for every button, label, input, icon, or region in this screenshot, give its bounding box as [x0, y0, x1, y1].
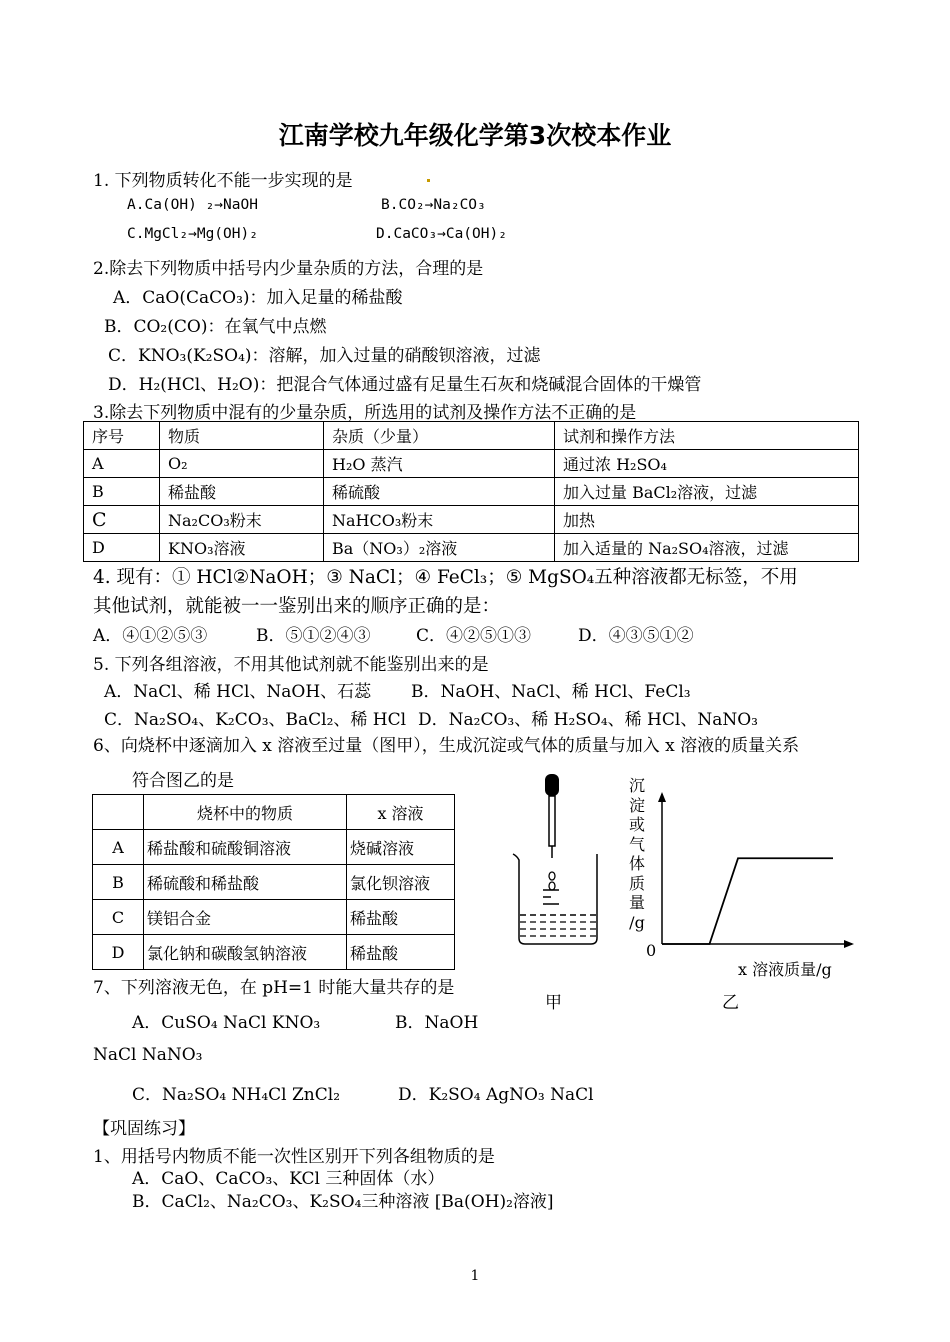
q7-option-a: A．CuSO₄ NaCl KNO₃	[132, 1013, 321, 1033]
chart-y-label-char: 沉	[628, 776, 645, 795]
table-cell: 稀盐酸	[347, 935, 455, 970]
chart-y-label-char: 量	[628, 893, 645, 912]
table-row	[93, 865, 455, 900]
chart-x-axis-arrow	[844, 940, 854, 948]
q1-option-b: B.CO₂→Na₂CO₃	[381, 197, 486, 213]
table-cell: 稀盐酸	[160, 478, 324, 506]
table-cell: O₂	[160, 450, 324, 478]
chart-y-label-char: 气	[628, 834, 645, 854]
chart-y-label-char: 或	[628, 815, 645, 834]
table-cell: 加入过量 BaCl₂溶液，过滤	[555, 478, 859, 506]
table-cell: 稀盐酸	[347, 900, 455, 935]
beaker-figure	[505, 770, 605, 950]
table-cell: 稀盐酸和硫酸铜溶液	[144, 830, 347, 865]
q7-option-b-continued: NaCl NaNO₃	[93, 1045, 203, 1065]
table-cell: 稀硫酸	[324, 478, 555, 506]
table-cell: 镁铝合金	[144, 900, 347, 935]
table-header-cell: 序号	[84, 422, 160, 450]
q5-option-a: A．NaCl、稀 HCl、NaOH、石蕊	[104, 682, 372, 702]
table-cell: 氯化钡溶液	[347, 865, 455, 900]
dropper-icon	[545, 774, 559, 858]
q5-stem: 5. 下列各组溶液，不用其他试剂就不能鉴别出来的是	[93, 655, 489, 675]
table-cell: B	[84, 478, 160, 506]
table-cell: H₂O 蒸汽	[324, 450, 555, 478]
line-chart	[640, 790, 870, 960]
q7-option-d: D．K₂SO₄ AgNO₃ NaCl	[398, 1085, 594, 1105]
table-row	[84, 478, 859, 506]
table-header-row	[84, 422, 859, 450]
chart-series-line	[662, 858, 833, 944]
q1-stem: 1. 下列物质转化不能一步实现的是	[93, 171, 353, 191]
q2-stem: 2.除去下列物质中括号内少量杂质的方法，合理的是	[93, 259, 484, 279]
p1-stem: 1、用括号内物质不能一次性区别开下列各组物质的是	[93, 1147, 495, 1167]
table-cell: 稀硫酸和稀盐酸	[144, 865, 347, 900]
beaker-icon	[513, 854, 597, 944]
table-header-cell	[93, 795, 144, 830]
q1-option-a: A.Ca(OH) ₂→NaOH	[127, 197, 258, 213]
table-header-cell: 试剂和操作方法	[555, 422, 859, 450]
chart-y-label-char: 质	[628, 873, 645, 893]
q2-option-b: B．CO₂(CO)：在氧气中点燃	[104, 317, 327, 337]
chart-x-label: x 溶液质量/g	[738, 960, 832, 979]
chart-y-axis-arrow	[658, 792, 666, 802]
table-row	[84, 534, 859, 562]
q4-option-b: B．⑤①②④③	[256, 626, 371, 646]
q5-option-c: C．Na₂SO₄、K₂CO₃、BaCl₂、稀 HCl	[104, 710, 407, 730]
table-cell: 烧碱溶液	[347, 830, 455, 865]
q4-option-c: C．④②⑤①③	[416, 626, 532, 646]
table-cell: B	[93, 865, 144, 900]
table-cell: D	[93, 935, 144, 970]
table-header-cell: x 溶液	[347, 795, 455, 830]
q5-option-b: B．NaOH、NaCl、稀 HCl、FeCl₃	[411, 682, 691, 702]
table-cell: 通过浓 H₂SO₄	[555, 450, 859, 478]
q6-line-2: 符合图乙的是	[132, 771, 234, 791]
q7-option-c: C．Na₂SO₄ NH₄Cl ZnCl₂	[132, 1085, 341, 1105]
q7-stem: 7、下列溶液无色，在 pH=1 时能大量共存的是	[93, 978, 455, 998]
q6-line-1: 6、向烧杯中逐滴加入 x 溶液至过量（图甲），生成沉淀或气体的质量与加入 x 溶液的质量关系	[93, 736, 800, 756]
table-cell: A	[84, 450, 160, 478]
table-row	[84, 450, 859, 478]
table-cell: Ba（NO₃）₂溶液	[324, 534, 555, 562]
table-cell: C	[84, 506, 160, 534]
q4-option-d: D．④③⑤①②	[578, 626, 694, 646]
table-row	[93, 830, 455, 865]
table-cell: 加热	[555, 506, 859, 534]
chart-y-label-char: /g	[629, 912, 645, 932]
p1-option-a: A．CaO、CaCO₃、KCl 三种固体（水）	[132, 1169, 445, 1189]
table-cell: 氯化钠和碳酸氢钠溶液	[144, 935, 347, 970]
stray-dot	[427, 179, 430, 182]
chart-origin-label: 0	[646, 941, 657, 960]
q7-option-b: B．NaOH	[395, 1013, 479, 1033]
table-cell: D	[84, 534, 160, 562]
q3-table	[83, 421, 859, 562]
q1-option-c: C.MgCl₂→Mg(OH)₂	[127, 226, 258, 242]
table-cell: NaHCO₃粉末	[324, 506, 555, 534]
table-cell: C	[93, 900, 144, 935]
figure-yi-label: 乙	[722, 993, 739, 1013]
table-row	[84, 506, 859, 534]
page-number: 1	[470, 1268, 480, 1284]
q2-option-d: D．H₂(HCl、H₂O)：把混合气体通过盛有足量生石灰和烧碱混合固体的干燥管	[108, 375, 702, 395]
q1-option-d: D.CaCO₃→Ca(OH)₂	[376, 226, 507, 242]
q6-table	[92, 794, 455, 970]
q4-option-a: A．④①②⑤③	[93, 626, 208, 646]
q2-option-a: A．CaO(CaCO₃)：加入足量的稀盐酸	[113, 288, 403, 308]
table-cell: 加入适量的 Na₂SO₄溶液，过滤	[555, 534, 859, 562]
figure-jia-label: 甲	[545, 993, 562, 1013]
table-row	[93, 935, 455, 970]
table-row	[93, 900, 455, 935]
p1-option-b: B．CaCl₂、Na₂CO₃、K₂SO₄三种溶液 [Ba(OH)₂溶液]	[132, 1192, 554, 1212]
q3-stem: 3.除去下列物质中混有的少量杂质，所选用的试剂及操作方法不正确的是	[93, 403, 637, 423]
table-header-cell: 烧杯中的物质	[144, 795, 347, 830]
q5-option-d: D．Na₂CO₃、稀 H₂SO₄、稀 HCl、NaNO₃	[418, 710, 758, 730]
table-header-row	[93, 795, 455, 830]
q4-line-1: 4. 现有：① HCl②NaOH；③ NaCl；④ FeCl₃；⑤ MgSO₄五种溶液都无标签，不用	[93, 567, 798, 588]
table-cell: Na₂CO₃粉末	[160, 506, 324, 534]
table-cell: KNO₃溶液	[160, 534, 324, 562]
table-cell: A	[93, 830, 144, 865]
page-title: 江南学校九年级化学第3次校本作业	[278, 121, 672, 150]
table-header-cell: 杂质（少量）	[324, 422, 555, 450]
chart-y-label-char: 淀	[628, 795, 645, 815]
section-heading: 【巩固练习】	[93, 1119, 195, 1139]
q4-line-2: 其他试剂，就能被一一鉴别出来的顺序正确的是：	[93, 596, 501, 617]
table-header-cell: 物质	[160, 422, 324, 450]
q2-option-c: C．KNO₃(K₂SO₄)：溶解，加入过量的硝酸钡溶液，过滤	[108, 346, 541, 366]
chart-y-label-char: 体	[628, 854, 645, 873]
